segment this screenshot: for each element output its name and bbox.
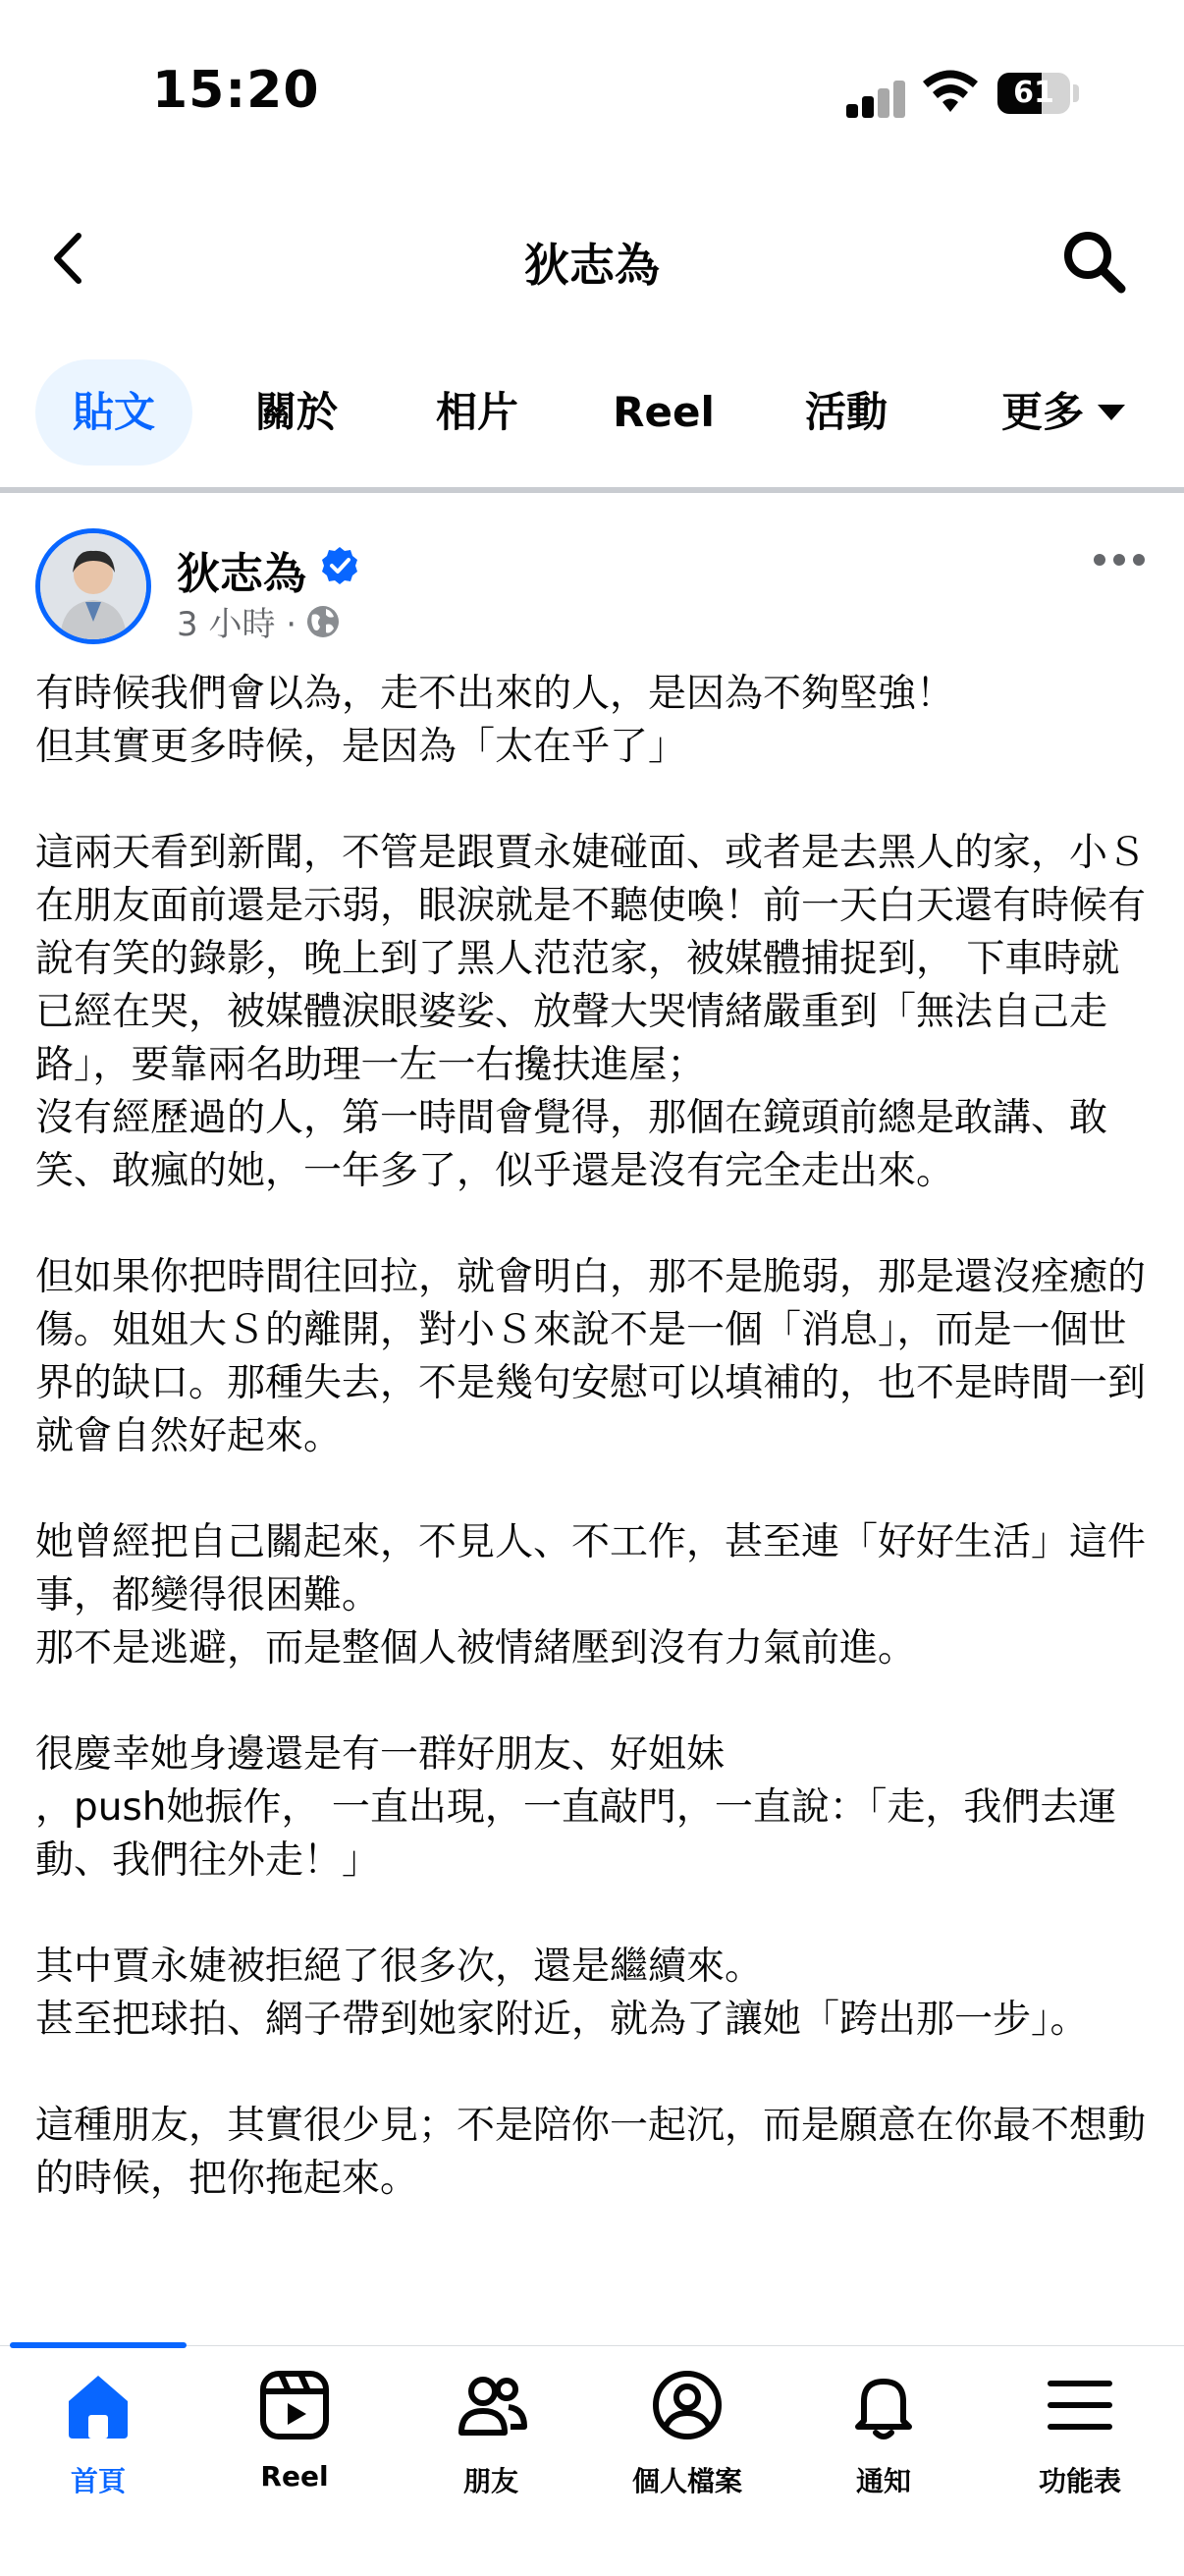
profile-icon — [648, 2366, 727, 2444]
cellular-signal-icon — [846, 77, 905, 118]
page-header — [0, 206, 1184, 314]
bell-icon — [844, 2366, 923, 2444]
battery-level: 61 — [1013, 76, 1054, 110]
tab-posts[interactable]: 貼文 — [35, 359, 192, 466]
tab-reel[interactable]: Reel — [613, 388, 715, 436]
nav-reel[interactable] — [196, 2366, 393, 2533]
menu-icon — [1041, 2366, 1119, 2444]
avatar-image — [40, 533, 146, 639]
tab-events[interactable]: 活動 — [804, 388, 888, 436]
search-button[interactable] — [1058, 226, 1129, 297]
section-divider — [0, 487, 1184, 493]
post-timestamp: 3 小時 · — [177, 605, 297, 644]
verified-badge-icon — [320, 546, 359, 585]
post-paragraph: 她曾經把自己關起來，不見人、不工作，甚至連「好好生活」這件事，都變得很困難。 那不是逃避，而是整個人被情緒壓到沒有力氣前進。 — [35, 1520, 1147, 1671]
bottom-nav — [0, 2345, 1184, 2576]
nav-notifications-label: 通知 — [855, 2465, 911, 2497]
nav-friends[interactable] — [393, 2366, 589, 2533]
post-paragraph: 這兩天看到新聞，不管是跟賈永婕碰面、或者是去黑人的家，小Ｓ在朋友面前還是示弱，眼淚就是不聽使喚！前一天白天還有時候有說有笑的錄影，晚上到了黑人范范家，被媒體捕捉到， 下車時就已經在哭，被媒體淚眼婆娑、放聲大哭情緒嚴重到「無法自己走路」，要靠兩名助理一左一右攙扶進屋； 沒有經歷過的人，第一時間會覺得，那個在鏡頭前總是敢講、敢笑、敢瘋的她，一年多了，似乎還是沒有完全走出來。 — [35, 831, 1147, 1193]
post-paragraph: 有時候我們會以為，走不出來的人，是因為不夠堅強！ 但其實更多時候，是因為「太在乎了」 — [35, 672, 955, 769]
tab-about[interactable]: 關於 — [254, 388, 338, 436]
post-options-button[interactable] — [1090, 550, 1149, 570]
status-time: 15:20 — [152, 61, 320, 120]
caret-down-icon — [1098, 405, 1125, 420]
tab-photos[interactable]: 相片 — [435, 388, 518, 436]
nav-profile-label: 個人檔案 — [631, 2465, 742, 2497]
globe-icon — [304, 603, 342, 640]
wifi-icon — [923, 69, 978, 114]
tab-more[interactable] — [970, 359, 1157, 466]
nav-reel-label: Reel — [260, 2460, 329, 2493]
post-paragraph: 這種朋友，其實很少見；不是陪你一起沉，而是願意在你最不想動的時候，把你拖起來。 — [35, 2104, 1147, 2201]
nav-home-label: 首頁 — [70, 2465, 126, 2497]
nav-notifications[interactable] — [785, 2366, 982, 2533]
post-paragraph: 其中賈永婕被拒絕了很多次，還是繼續來。 甚至把球拍、網子帶到她家附近，就為了讓她「跨出那一步」。 — [35, 1945, 1089, 2042]
nav-home[interactable] — [0, 2366, 196, 2533]
nav-menu[interactable] — [982, 2366, 1178, 2533]
page-title: 狄志為 — [524, 239, 660, 292]
tab-more-label: 更多 — [1000, 388, 1084, 436]
post-paragraph: 但如果你把時間往回拉，就會明白，那不是脆弱，那是還沒痊癒的傷。姐姐大Ｓ的離開，對小Ｓ來說不是一個「消息」，而是一個世界的缺口。那種失去，不是幾句安慰可以填補的，也不是時間一到就會自然好起來。 — [35, 1255, 1147, 1458]
nav-friends-label: 朋友 — [462, 2465, 518, 2497]
friends-icon — [452, 2366, 530, 2444]
post-meta — [177, 597, 342, 645]
home-icon — [59, 2366, 137, 2444]
battery-icon — [997, 73, 1070, 114]
profile-tabs — [0, 359, 1184, 467]
post-body — [35, 668, 1155, 2347]
reel-icon — [255, 2366, 334, 2444]
nav-menu-label: 功能表 — [1038, 2465, 1121, 2497]
active-nav-indicator — [10, 2342, 187, 2348]
battery-nub — [1073, 84, 1079, 102]
status-bar — [0, 0, 1184, 187]
nav-profile[interactable] — [589, 2366, 785, 2533]
post-author-name[interactable]: 狄志為 — [177, 549, 306, 599]
avatar[interactable] — [35, 528, 151, 644]
post-paragraph: 很慶幸她身邊還是有一群好朋友、好姐妹 ，push她振作， 一直出現，一直敲門，一直說：「走，我們去運動、我們往外走！」 — [35, 1732, 1117, 1883]
